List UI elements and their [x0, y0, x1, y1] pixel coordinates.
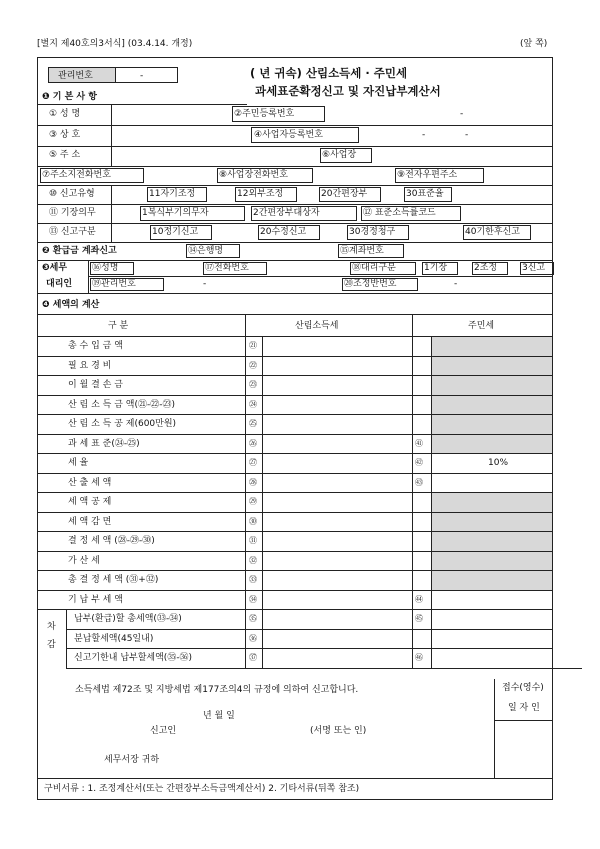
- forest-tax-value-field[interactable]: [263, 493, 411, 511]
- deduction-side-label-1: 차: [47, 622, 56, 632]
- declaration-text: 소득세법 제72조 및 지방세법 제177조의4의 규정에 의하여 신고합니다.: [75, 685, 359, 695]
- resident-tax-rate: 10%: [488, 458, 509, 468]
- calc-row-number: ㊲: [249, 653, 257, 662]
- calc-row-number: ㉟: [249, 614, 257, 623]
- section-agent-title-a: ❸세무: [42, 263, 68, 273]
- calc-row-number: ㉛: [249, 536, 257, 545]
- report-type-label: ⑬ 신고구분: [49, 227, 96, 237]
- bookkeeping-label: ⑪ 기장의무: [49, 208, 96, 218]
- address-label: ⑤ 주 소: [49, 150, 81, 160]
- calc-row-number: ㉙: [249, 497, 257, 506]
- calc-row-number: ㉑: [249, 341, 257, 350]
- forest-tax-value-field[interactable]: [263, 376, 411, 394]
- account-no-label: ⑮계좌번호: [340, 246, 384, 256]
- forest-tax-value-field[interactable]: [263, 532, 411, 550]
- calc-row-number: ㉘: [249, 477, 257, 487]
- calc-row-label: 산 출 세 액: [68, 477, 112, 488]
- agent-type-label: ⑱대리구분: [352, 263, 396, 273]
- forest-tax-value-field[interactable]: [263, 474, 411, 492]
- forest-tax-value-field[interactable]: [263, 630, 411, 648]
- biz-tel-label: ⑧사업장전화번호: [219, 170, 288, 180]
- mgmt-label: 관리번호: [58, 71, 93, 81]
- forest-tax-value-field[interactable]: [263, 454, 411, 472]
- resident-row-number: ㊹: [415, 594, 423, 604]
- col-resident-header: 주민세: [468, 321, 495, 331]
- mgmt-value[interactable]: -: [140, 71, 144, 81]
- section-agent-title-b: 대리인: [46, 279, 73, 289]
- calc-row-number: ㉒: [249, 360, 257, 370]
- form-title-line1: ( 년 귀속) 산림소득세 · 주민세: [250, 66, 408, 80]
- filing-type-label: ⑩ 신고유형: [49, 189, 95, 199]
- biz-site-label: ⑥사업장: [322, 150, 357, 160]
- agent-mgmt-no-label: ⑲관리번호: [92, 279, 136, 289]
- filer-label: 신고인: [150, 726, 177, 736]
- calc-row-number: ㉝: [249, 575, 257, 584]
- col-item-header: 구 분: [108, 321, 129, 331]
- agent-name-label: ⑯성명: [92, 263, 119, 273]
- biz-reg-no-label: ④사업자등록번호: [254, 130, 323, 140]
- forest-tax-value-field[interactable]: [263, 396, 411, 414]
- calc-row-label: 필 요 경 비: [68, 360, 112, 371]
- required-documents: 구비서류 : 1. 조정계산서(또는 간편장부소득금액계산서) 2. 기타서류(뒤쪽 참조): [44, 784, 360, 794]
- calc-row-number: ㉔: [249, 399, 257, 409]
- form-reference: [별지 제40호의3서식] (03.4.14. 개정): [37, 39, 193, 49]
- resident-row-number: ㊻: [415, 653, 423, 662]
- forest-tax-value-field[interactable]: [263, 415, 411, 433]
- calc-row-label: 이 월 결 손 금: [68, 380, 123, 390]
- forest-tax-value-field[interactable]: [263, 435, 411, 453]
- trade-name-label: ③ 상 호: [49, 130, 81, 140]
- calc-row-label: 가 산 세: [68, 555, 100, 566]
- bank-name-label: ⑭은행명: [188, 246, 224, 256]
- calc-row-number: ㉚: [249, 516, 257, 526]
- calc-row-number: ㉕: [249, 419, 257, 428]
- calc-row-number: ㉖: [249, 438, 257, 448]
- tax-office-label: 세무서장 귀하: [104, 755, 160, 765]
- resident-row-number: ㊺: [415, 614, 423, 623]
- front-page-label: (앞 쪽): [520, 39, 548, 49]
- resident-row-number: ㊶: [415, 438, 423, 448]
- calc-row-label: 총 수 입 금 액: [68, 341, 123, 351]
- home-tel-label: ⑦주소지전화번호: [42, 170, 111, 180]
- calc-row-number: ㉗: [249, 458, 257, 467]
- calc-row-label: 과 세 표 준(㉔-㉕): [68, 438, 140, 449]
- calc-row-number: ㊱: [249, 633, 257, 643]
- calc-row-label: 세 율: [68, 458, 89, 468]
- calc-row-label: 기 납 부 세 액: [68, 594, 123, 605]
- receipt-label-b: 일 자 인: [508, 703, 540, 713]
- resident-no-label: ②주민등록번호: [234, 109, 295, 119]
- agent-tel-label: ⑰전화번호: [205, 263, 249, 273]
- section-calc-title: ❹ 세액의 계산: [42, 300, 100, 310]
- calc-row-label: 납부(환급)할 총세액(㉝-㉞): [74, 614, 182, 624]
- calc-row-number: ㉜: [249, 555, 257, 565]
- name-label: ① 성 명: [49, 109, 81, 119]
- forest-tax-value-field[interactable]: [263, 610, 411, 628]
- calc-row-label: 결 정 세 액 (㉘-㉙-㉚): [68, 536, 155, 546]
- forest-tax-value-field[interactable]: [263, 337, 411, 355]
- signature-label[interactable]: (서명 또는 인): [310, 726, 367, 736]
- section-refund-title: ❷ 환급금 계좌신고: [42, 246, 117, 256]
- forest-tax-value-field[interactable]: [263, 571, 411, 589]
- forest-tax-value-field[interactable]: [263, 649, 411, 667]
- form-title-line2: 과세표준확정신고 및 자진납부계산서: [255, 84, 441, 98]
- calc-row-label: 세 액 공 제: [68, 497, 112, 507]
- forest-tax-value-field[interactable]: [263, 357, 411, 375]
- calc-row-label: 산 림 소 득 금 액(㉑-㉒-㉓): [68, 399, 175, 410]
- resident-row-number: ㊷: [415, 458, 423, 467]
- calc-row-number: ㉞: [249, 594, 257, 604]
- resident-row-number: ㊸: [415, 477, 423, 487]
- email-label: ⑨전자우편주소: [397, 170, 458, 180]
- calc-row-label: 산 림 소 득 공 제(600만원): [68, 419, 177, 429]
- section-basic-title: ❶ 기 본 사 항: [42, 92, 97, 102]
- adjust-team-no-label: ⑳조정반번호: [344, 279, 397, 289]
- forest-tax-value-field[interactable]: [263, 591, 411, 609]
- calc-row-label: 신고기한내 납부할세액(㉟-㊱): [74, 653, 193, 663]
- forest-tax-value-field[interactable]: [263, 552, 411, 570]
- calc-row-label: 총 결 정 세 액 (㉛+㉜): [68, 575, 159, 585]
- calc-row-number: ㉓: [249, 380, 257, 389]
- col-forest-header: 산림소득세: [295, 321, 339, 331]
- calc-row-label: 세 액 감 면: [68, 516, 112, 527]
- calc-row-label: 분납할세액(45일내): [74, 633, 154, 644]
- std-rate-code-label: ⑫ 표준소득률코드: [363, 208, 436, 218]
- deduction-side-label-2: 감: [47, 640, 56, 650]
- forest-tax-value-field[interactable]: [263, 513, 411, 531]
- declaration-date[interactable]: 년 월 일: [203, 711, 235, 721]
- receipt-label-a: 접수(영수): [502, 683, 544, 693]
